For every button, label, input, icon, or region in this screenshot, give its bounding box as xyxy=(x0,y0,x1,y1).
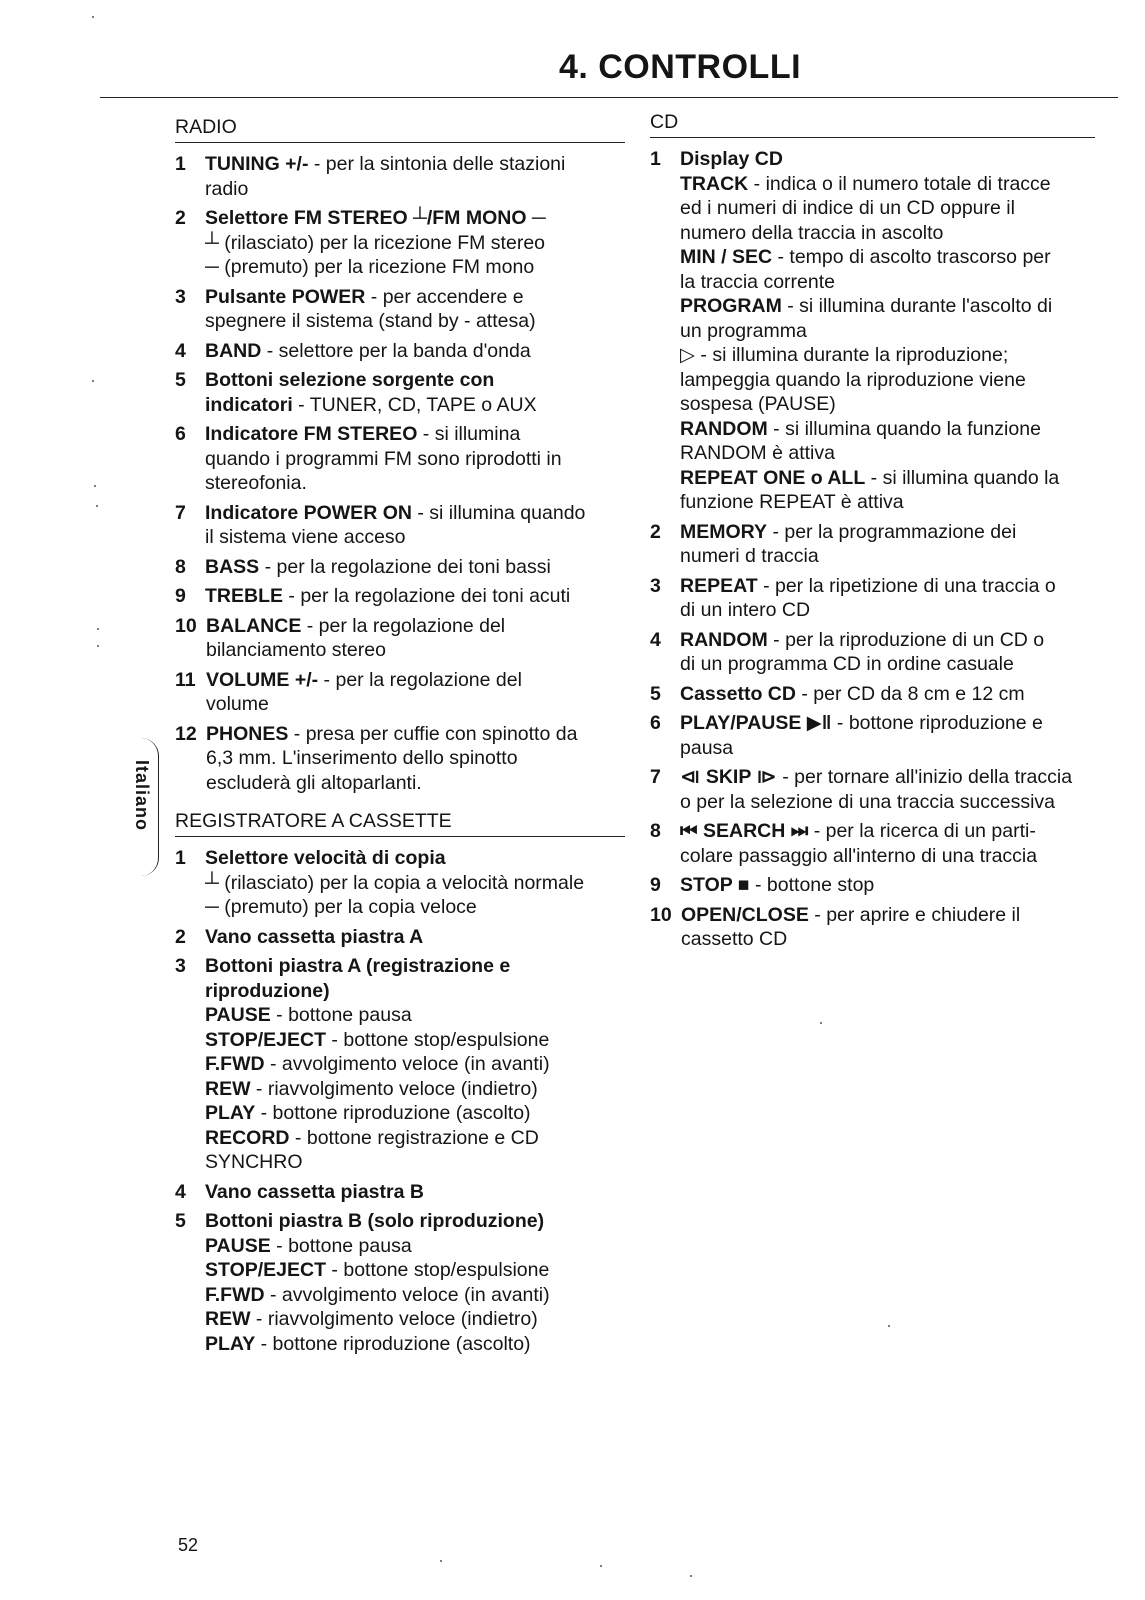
item-line xyxy=(205,555,625,580)
item-body xyxy=(205,285,625,334)
item-number: 3 xyxy=(650,574,661,597)
item-body xyxy=(205,584,625,609)
item-line xyxy=(205,846,625,871)
item-line xyxy=(205,1003,625,1028)
item-term: REW xyxy=(205,1308,251,1330)
item-line xyxy=(680,245,1095,270)
item-description: - avvolgimento veloce (in avanti) xyxy=(264,1053,550,1075)
item-line xyxy=(680,520,1095,545)
item-line xyxy=(680,221,1095,246)
list-item xyxy=(175,206,625,280)
item-term: F.FWD xyxy=(205,1283,265,1306)
item-line xyxy=(205,954,625,979)
item-term: BALANCE xyxy=(206,614,302,637)
scan-speck xyxy=(92,380,94,382)
scan-speck xyxy=(440,1560,442,1562)
item-description: - riavvolgimento veloce (indietro) xyxy=(250,1077,538,1100)
item-description: - per tornare all'inizio della traccia xyxy=(776,766,1073,788)
item-description: SYNCHRO xyxy=(205,1151,303,1173)
list-item xyxy=(650,682,1095,707)
item-description: - per aprire e chiudere il xyxy=(808,903,1021,926)
item-term: MIN / SEC xyxy=(680,246,773,268)
item-line xyxy=(680,319,1095,344)
item-number: 1 xyxy=(650,148,661,170)
item-description: bilanciamento stereo xyxy=(206,639,386,661)
item-body xyxy=(680,628,1095,677)
item-description: RANDOM è attiva xyxy=(680,442,835,464)
item-description: - si illumina xyxy=(417,423,521,445)
item-body xyxy=(205,368,625,417)
item-number: 10 xyxy=(175,614,197,637)
item-description: ed i numeri di indice di un CD oppure il xyxy=(680,197,1015,219)
item-description: - selettore per la banda d'onda xyxy=(261,339,531,362)
item-line xyxy=(205,1150,625,1175)
item-line xyxy=(205,152,625,177)
item-body xyxy=(205,1209,625,1356)
item-line xyxy=(205,895,625,920)
item-body xyxy=(680,765,1095,814)
item-term: PAUSE xyxy=(205,1004,271,1026)
list-item xyxy=(650,147,1095,515)
item-term: Bottoni selezione sorgente con xyxy=(205,369,495,391)
item-term: RANDOM xyxy=(680,628,768,651)
right-column xyxy=(650,110,1095,957)
item-line xyxy=(681,927,1095,952)
item-body xyxy=(205,152,625,201)
item-term: OPEN/CLOSE xyxy=(681,903,809,926)
item-description: - per CD da 8 cm e 12 cm xyxy=(795,682,1025,705)
item-description: - presa per cuffie con spinotto da xyxy=(288,722,578,745)
item-number: 1 xyxy=(175,153,186,175)
item-term: BAND xyxy=(205,339,262,362)
item-line xyxy=(205,447,625,472)
item-body xyxy=(206,668,625,717)
item-line xyxy=(205,871,625,896)
item-term: STOP/EJECT xyxy=(205,1028,327,1051)
item-term: PLAY xyxy=(205,1102,256,1124)
item-line xyxy=(205,1101,625,1126)
item-line xyxy=(206,771,625,796)
item-number: 6 xyxy=(175,423,186,445)
item-line xyxy=(680,544,1095,569)
list-item xyxy=(175,1209,625,1356)
item-description: - si illumina quando la xyxy=(865,466,1060,489)
page-title: 4. CONTROLLI xyxy=(558,48,802,86)
item-term: Indicatore FM STEREO xyxy=(205,423,418,445)
list-item xyxy=(175,285,625,334)
item-description: - TUNER, CD, TAPE o AUX xyxy=(292,393,537,416)
item-line xyxy=(206,638,625,663)
item-description: - bottone stop/espulsione xyxy=(326,1028,550,1051)
item-description: ─ (premuto) per la ricezione FM mono xyxy=(205,256,535,278)
list-item xyxy=(175,584,625,609)
item-line xyxy=(680,490,1095,515)
item-term: STOP ■ xyxy=(680,874,750,896)
list-item xyxy=(650,873,1095,898)
item-line xyxy=(205,255,625,280)
item-description: - riavvolgimento veloce (indietro) xyxy=(250,1308,538,1330)
item-description: - per la regolazione dei toni bassi xyxy=(259,555,551,578)
cd-list xyxy=(650,147,1095,952)
item-line xyxy=(205,1028,625,1053)
scan-speck xyxy=(690,1575,692,1577)
item-description: - per la riproduzione di un CD o xyxy=(767,628,1045,651)
item-body xyxy=(680,819,1095,868)
item-term: REW xyxy=(205,1077,251,1100)
item-line xyxy=(205,177,625,202)
item-body xyxy=(205,422,625,496)
item-description: ─ (premuto) per la copia veloce xyxy=(205,896,477,918)
item-description: di un programma CD in ordine casuale xyxy=(680,653,1014,675)
item-body xyxy=(205,206,625,280)
item-line xyxy=(205,925,625,950)
cassette-heading: REGISTRATORE A CASSETTE xyxy=(175,809,625,837)
item-line xyxy=(680,466,1095,491)
item-term: REPEAT ONE o ALL xyxy=(680,466,866,489)
item-description: funzione REPEAT è attiva xyxy=(680,491,904,513)
item-number: 5 xyxy=(175,369,186,391)
item-description: - bottone riproduzione e xyxy=(831,712,1043,734)
item-term: Display CD xyxy=(680,148,783,170)
list-item xyxy=(650,903,1095,952)
item-line xyxy=(681,903,1095,928)
item-line xyxy=(680,736,1095,761)
item-term: indicatori xyxy=(205,393,293,416)
item-number: 4 xyxy=(175,339,186,362)
item-description: volume xyxy=(206,693,269,715)
item-number: 3 xyxy=(175,955,186,977)
item-body xyxy=(680,147,1095,515)
item-number: 2 xyxy=(175,207,186,229)
item-description: - bottone riproduzione (ascolto) xyxy=(255,1332,531,1355)
item-line xyxy=(680,682,1095,707)
item-line xyxy=(680,147,1095,172)
item-line xyxy=(680,368,1095,393)
item-description: o per la selezione di una traccia successiva xyxy=(680,790,1056,813)
item-term: Bottoni piastra A (registrazione e xyxy=(205,955,511,977)
item-number: 9 xyxy=(650,874,661,896)
list-item xyxy=(175,1180,625,1205)
item-description: - bottone stop/espulsione xyxy=(326,1259,550,1281)
item-number: 6 xyxy=(650,712,661,734)
item-line xyxy=(206,746,625,771)
list-item xyxy=(650,574,1095,623)
item-body xyxy=(680,711,1095,760)
item-term: F.FWD xyxy=(205,1053,265,1075)
item-body xyxy=(205,846,625,920)
item-description: escluderà gli altoparlanti. xyxy=(206,771,422,794)
item-body xyxy=(205,1180,625,1205)
item-term: ⏮ SEARCH ⏭ xyxy=(680,820,809,842)
item-line xyxy=(680,343,1095,368)
item-number: 8 xyxy=(650,820,661,842)
item-description: la traccia corrente xyxy=(680,270,835,293)
item-number: 4 xyxy=(175,1180,186,1203)
item-description: di un intero CD xyxy=(680,599,811,621)
item-term: RECORD xyxy=(205,1126,290,1149)
item-description: - per la regolazione dei toni acuti xyxy=(283,585,571,607)
item-number: 7 xyxy=(175,501,186,524)
item-line xyxy=(205,1052,625,1077)
item-line xyxy=(205,1180,625,1205)
item-description: - bottone registrazione e CD xyxy=(289,1126,539,1149)
item-line xyxy=(205,1307,625,1332)
item-description: - si illumina quando xyxy=(411,501,586,524)
item-line xyxy=(680,270,1095,295)
item-number: 5 xyxy=(175,1210,186,1232)
item-description: quando i programmi FM sono riprodotti in xyxy=(205,447,562,470)
page-number: 52 xyxy=(178,1535,199,1555)
item-description: pausa xyxy=(680,736,734,759)
item-description: - avvolgimento veloce (in avanti) xyxy=(264,1283,550,1306)
item-description: ┴ (rilasciato) per la copia a velocità normale xyxy=(205,871,585,894)
list-item xyxy=(175,722,625,796)
item-line xyxy=(206,692,625,717)
scan-speck xyxy=(888,1325,890,1327)
scan-speck xyxy=(820,1022,822,1024)
item-body xyxy=(680,682,1095,707)
item-line xyxy=(680,392,1095,417)
item-term: REPEAT xyxy=(680,574,758,597)
scan-speck xyxy=(94,485,96,487)
item-term: TREBLE xyxy=(205,585,283,607)
item-line xyxy=(205,471,625,496)
item-description: - per la sintonia delle stazioni xyxy=(308,153,566,175)
item-term: PLAY xyxy=(205,1332,256,1355)
item-number: 7 xyxy=(650,766,661,788)
list-item xyxy=(650,819,1095,868)
item-line xyxy=(680,844,1095,869)
item-description: - per la regolazione del xyxy=(318,668,522,691)
item-term: Cassetto CD xyxy=(680,682,796,705)
item-description: - bottone pausa xyxy=(270,1234,412,1257)
item-line xyxy=(680,598,1095,623)
item-description: - bottone stop xyxy=(749,874,875,896)
list-item xyxy=(175,555,625,580)
item-term: Vano cassetta piastra A xyxy=(205,925,424,948)
item-line xyxy=(205,1126,625,1151)
item-term: Pulsante POWER xyxy=(205,285,366,308)
item-description: lampeggia quando la riproduzione viene xyxy=(680,368,1026,391)
scan-speck xyxy=(97,628,99,630)
list-item xyxy=(175,152,625,201)
item-number: 2 xyxy=(175,925,186,948)
item-term: PROGRAM xyxy=(680,295,782,317)
item-term: Selettore FM STEREO ┴/FM MONO ─ xyxy=(205,207,546,229)
item-description: - per la ripetizione di una traccia o xyxy=(757,574,1056,597)
item-line xyxy=(205,525,625,550)
list-item xyxy=(175,614,625,663)
item-line xyxy=(680,574,1095,599)
item-description: numeri d traccia xyxy=(680,545,819,567)
scan-speck xyxy=(92,16,94,18)
item-description: spegnere il sistema (stand by - attesa) xyxy=(205,310,536,332)
item-number: 11 xyxy=(175,668,196,691)
item-description: il sistema viene acceso xyxy=(205,526,406,548)
item-number: 12 xyxy=(175,722,197,745)
item-line xyxy=(205,501,625,526)
radio-list xyxy=(175,152,625,795)
item-number: 1 xyxy=(175,847,186,869)
item-line xyxy=(680,417,1095,442)
item-line xyxy=(205,368,625,393)
item-term: PLAY/PAUSE ▶‖ xyxy=(680,712,832,734)
item-term: Selettore velocità di copia xyxy=(205,847,446,869)
item-line xyxy=(206,668,625,693)
item-line xyxy=(680,819,1095,844)
item-description: - indica o il numero totale di tracce xyxy=(748,172,1051,195)
item-body xyxy=(680,574,1095,623)
item-description: stereofonia. xyxy=(205,472,307,494)
item-description: cassetto CD xyxy=(681,928,788,950)
item-description: - per la ricerca di un parti- xyxy=(808,820,1036,842)
item-description: - bottone pausa xyxy=(270,1004,412,1026)
item-line xyxy=(205,584,625,609)
item-line xyxy=(205,393,625,418)
item-body xyxy=(205,954,625,1175)
list-item xyxy=(650,765,1095,814)
item-line xyxy=(205,1258,625,1283)
list-item xyxy=(175,422,625,496)
item-body xyxy=(205,501,625,550)
list-item xyxy=(175,846,625,920)
item-body xyxy=(205,339,625,364)
list-item xyxy=(175,668,625,717)
item-term: MEMORY xyxy=(680,520,768,543)
item-description: 6,3 mm. L'inserimento dello spinotto xyxy=(206,747,518,769)
item-line xyxy=(205,285,625,310)
list-item xyxy=(650,520,1095,569)
item-line xyxy=(680,294,1095,319)
item-body xyxy=(680,873,1095,898)
item-number: 10 xyxy=(650,903,672,926)
scan-speck xyxy=(97,645,99,647)
cd-heading: CD xyxy=(650,110,1095,138)
item-term: PAUSE xyxy=(205,1234,271,1257)
item-term: PHONES xyxy=(206,722,289,745)
item-body xyxy=(681,903,1095,952)
item-description: ▷ - si illumina durante la riproduzione; xyxy=(680,344,1009,366)
list-item xyxy=(650,628,1095,677)
item-term: RANDOM xyxy=(680,417,768,440)
item-line xyxy=(205,1209,625,1234)
item-term: BASS xyxy=(205,555,260,578)
item-description: radio xyxy=(205,177,249,200)
item-number: 4 xyxy=(650,628,661,651)
item-body xyxy=(680,520,1095,569)
item-term: Indicatore POWER ON xyxy=(205,501,412,524)
item-line xyxy=(205,206,625,231)
item-line xyxy=(205,339,625,364)
item-term: TUNING +/- xyxy=(205,153,309,175)
item-line xyxy=(205,1077,625,1102)
item-description: ┴ (rilasciato) per la ricezione FM stereo xyxy=(205,231,546,254)
item-line xyxy=(206,614,625,639)
item-line xyxy=(680,873,1095,898)
item-line xyxy=(680,765,1095,790)
item-line xyxy=(206,722,625,747)
item-line xyxy=(680,790,1095,815)
scan-speck xyxy=(96,505,98,507)
item-line xyxy=(205,422,625,447)
item-description: numero della traccia in ascolto xyxy=(680,221,944,244)
item-line xyxy=(205,1234,625,1259)
item-line xyxy=(205,1332,625,1357)
item-line xyxy=(205,979,625,1004)
item-number: 5 xyxy=(650,682,661,705)
item-description: - si illumina quando la funzione xyxy=(767,417,1041,440)
item-line xyxy=(205,309,625,334)
item-line xyxy=(205,1283,625,1308)
item-term: STOP/EJECT xyxy=(205,1259,327,1281)
left-column xyxy=(175,115,625,1361)
list-item xyxy=(175,368,625,417)
item-description: sospesa (PAUSE) xyxy=(680,393,836,415)
item-description: un programma xyxy=(680,319,807,342)
cassette-list xyxy=(175,846,625,1356)
item-body xyxy=(206,722,625,796)
item-description: - si illumina durante l'ascolto di xyxy=(781,295,1053,317)
item-description: - tempo di ascolto trascorso per xyxy=(772,246,1051,268)
list-item xyxy=(175,339,625,364)
item-line xyxy=(680,711,1095,736)
scan-speck xyxy=(600,1565,602,1567)
item-term: TRACK xyxy=(680,172,749,195)
item-description: - bottone riproduzione (ascolto) xyxy=(255,1102,531,1124)
item-description: - per la regolazione del xyxy=(301,614,506,637)
item-term: Bottoni piastra B (solo riproduzione) xyxy=(205,1210,545,1232)
list-item xyxy=(175,954,625,1175)
item-line xyxy=(680,652,1095,677)
item-description: - per la programmazione dei xyxy=(767,520,1017,543)
item-number: 8 xyxy=(175,555,186,578)
list-item xyxy=(650,711,1095,760)
item-description: - per accendere e xyxy=(365,285,524,308)
item-term: ⧏ SKIP ⧐ xyxy=(680,766,777,788)
radio-heading: RADIO xyxy=(175,115,625,143)
item-line xyxy=(680,196,1095,221)
item-line xyxy=(205,231,625,256)
language-tab-label: Italiano xyxy=(132,760,152,832)
item-body xyxy=(205,925,625,950)
list-item xyxy=(175,925,625,950)
item-number: 9 xyxy=(175,585,186,607)
item-line xyxy=(680,172,1095,197)
item-line xyxy=(680,628,1095,653)
item-description: colare passaggio all'interno di una traccia xyxy=(680,844,1038,867)
title-rule xyxy=(100,97,1118,98)
list-item xyxy=(175,501,625,550)
item-line xyxy=(680,441,1095,466)
item-term: VOLUME +/- xyxy=(206,668,319,691)
item-number: 3 xyxy=(175,285,186,308)
item-body xyxy=(205,555,625,580)
item-term: riproduzione) xyxy=(205,979,330,1002)
item-number: 2 xyxy=(650,520,661,543)
item-term: Vano cassetta piastra B xyxy=(205,1180,424,1203)
item-body xyxy=(206,614,625,663)
